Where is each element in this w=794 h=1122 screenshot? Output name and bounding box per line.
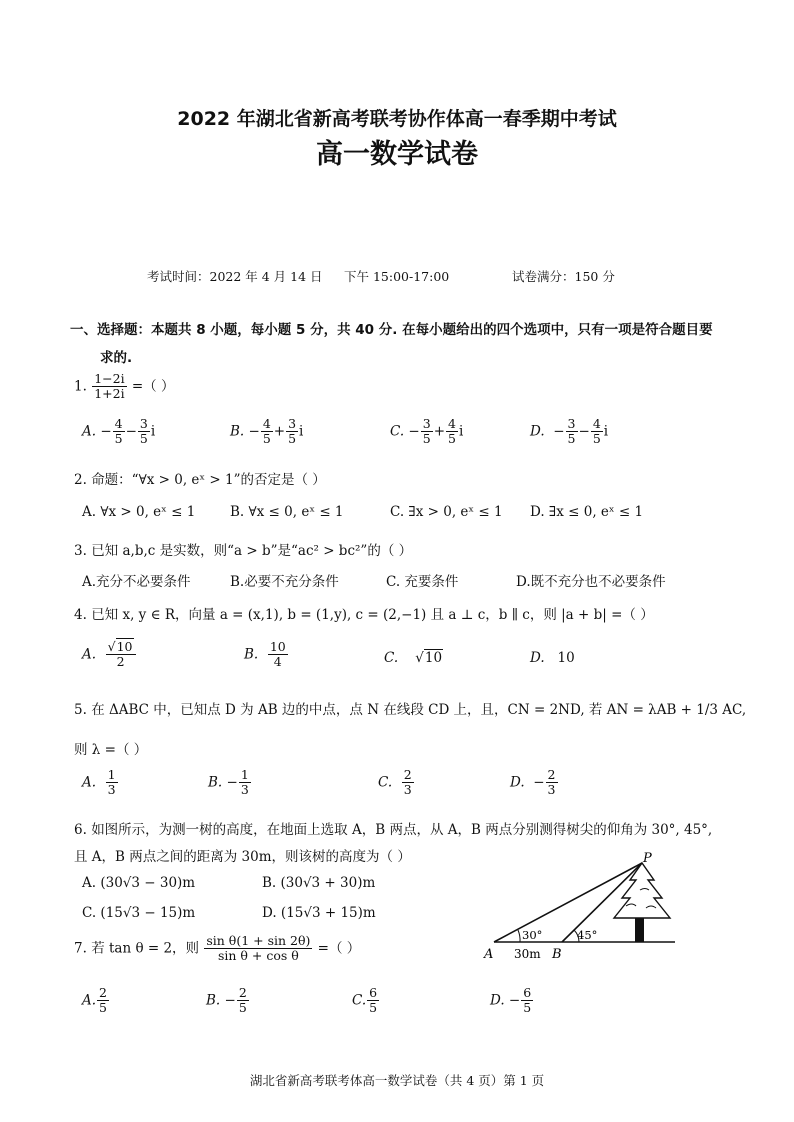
q4-option-b[interactable]: B. $\frac{10}{4}$: [244, 639, 286, 670]
section-heading: 一、选择题：本题共 8 小题，每小题 5 分，共 40 分. 在每小题给出的四个选项中，只有一项是符合题目要: [70, 322, 713, 338]
question-4: 4. 已知 x, y ∈ R，向量 a = (x,1), b = (1,y), c = (2,−1) 且 a ⊥ c，b ∥ c，则 |a + b| =（ ）: [74, 607, 654, 623]
exam-subtitle: 高一数学试卷: [316, 139, 478, 170]
distance-label: 30m: [514, 947, 541, 961]
exam-time-range: 下午 15:00-17:00: [344, 269, 450, 284]
q3-option-d[interactable]: D.既不充分也不必要条件: [516, 574, 666, 590]
q1-option-d[interactable]: D. − $\frac{3}{5}$ − $\frac{4}{5}$ i: [530, 416, 609, 447]
question-6: 6. 如图所示，为测一树的高度，在地面上选取 A，B 两点，从 A，B 两点分别测得树尖的仰角为 30°, 45°,: [74, 822, 713, 838]
q7-option-a[interactable]: A. $\frac{2}{5}$: [82, 985, 107, 1016]
question-6-cont: 且 A，B 两点之间的距离为 30m，则该树的高度为（ ）: [74, 849, 411, 865]
exam-title: 2022 年湖北省新高考联考协作体高一春季期中考试: [177, 108, 617, 130]
q1-option-b[interactable]: B. − $\frac{4}{5}$ + $\frac{3}{5}$ i: [230, 416, 304, 447]
question-7: 7. 若 tan θ = 2，则 $\frac{\text{sin θ(1 + sin 2θ)}}{\text{sin θ + cos θ}}$ =（ ）: [74, 933, 361, 964]
q2-option-a[interactable]: A. ∀x > 0, eˣ ≤ 1: [82, 504, 196, 520]
q4-option-c[interactable]: C. √10: [384, 650, 443, 666]
q7-option-b[interactable]: B. − $\frac{2}{5}$: [206, 985, 247, 1016]
q7-option-c[interactable]: C. $\frac{6}{5}$: [352, 985, 378, 1016]
q2-option-d[interactable]: D. ∃x ≤ 0, eˣ ≤ 1: [530, 504, 644, 520]
q5-option-b[interactable]: B. − $\frac{1}{3}$: [208, 767, 249, 798]
q6-option-b[interactable]: B. (30√3 + 30)m: [262, 875, 376, 891]
q5-option-c[interactable]: C. $\frac{2}{3}$: [378, 767, 412, 798]
q7-option-d[interactable]: D. − $\frac{6}{5}$: [490, 985, 532, 1016]
q6-option-d[interactable]: D. (15√3 + 15)m: [262, 905, 376, 921]
q1-option-a[interactable]: A. − $\frac{4}{5}$ − $\frac{3}{5}$ i: [82, 416, 156, 447]
section-heading-cont: 求的.: [100, 350, 133, 366]
q5-option-a[interactable]: A. $\frac{1}{3}$: [82, 767, 116, 798]
angle-a-label: 30°: [522, 928, 543, 942]
q3-option-c[interactable]: C. 充要条件: [386, 574, 459, 590]
point-a-label: A: [484, 947, 494, 962]
tree-elevation-figure: [480, 850, 680, 965]
question-5-cont: 则 λ =（ ）: [74, 742, 148, 758]
question-1: 1. $\frac{1-2i}{1+2i}$ =（ ）: [74, 371, 175, 402]
question-5: 5. 在 ΔABC 中，已知点 D 为 AB 边的中点，点 N 在线段 CD 上，且，CN = 2ND, 若 AN = λAB + 1/3 AC,: [74, 702, 747, 718]
q4-option-a[interactable]: A. $\frac{√10}{2}$: [82, 640, 137, 670]
question-2: 2. 命题：“∀x > 0, eˣ > 1”的否定是（ ）: [74, 472, 326, 488]
q3-option-b[interactable]: B.必要不充分条件: [230, 574, 339, 590]
q6-option-a[interactable]: A. (30√3 − 30)m: [82, 875, 196, 891]
page-footer: 湖北省新高考联考体高一数学试卷（共 4 页）第 1 页: [249, 1073, 545, 1088]
q6-option-c[interactable]: C. (15√3 − 15)m: [82, 905, 196, 921]
angle-b-label: 45°: [577, 928, 598, 942]
q2-option-c[interactable]: C. ∃x > 0, eˣ ≤ 1: [390, 504, 503, 520]
q4-option-d[interactable]: D. 10: [530, 650, 575, 666]
point-b-label: B: [552, 947, 562, 962]
point-p-label: P: [643, 851, 652, 866]
q5-option-d[interactable]: D. − $\frac{2}{3}$: [510, 767, 556, 798]
q2-option-b[interactable]: B. ∀x ≤ 0, eˣ ≤ 1: [230, 504, 344, 520]
full-score: 试卷满分：150 分: [512, 269, 615, 284]
exam-date: 考试时间：2022 年 4 月 14 日: [147, 269, 323, 284]
q1-option-c[interactable]: C. − $\frac{3}{5}$ + $\frac{4}{5}$ i: [390, 416, 464, 447]
q3-option-a[interactable]: A.充分不必要条件: [82, 574, 191, 590]
question-3: 3. 已知 a,b,c 是实数，则“a > b”是“ac² > bc²”的（ ）: [74, 543, 413, 559]
